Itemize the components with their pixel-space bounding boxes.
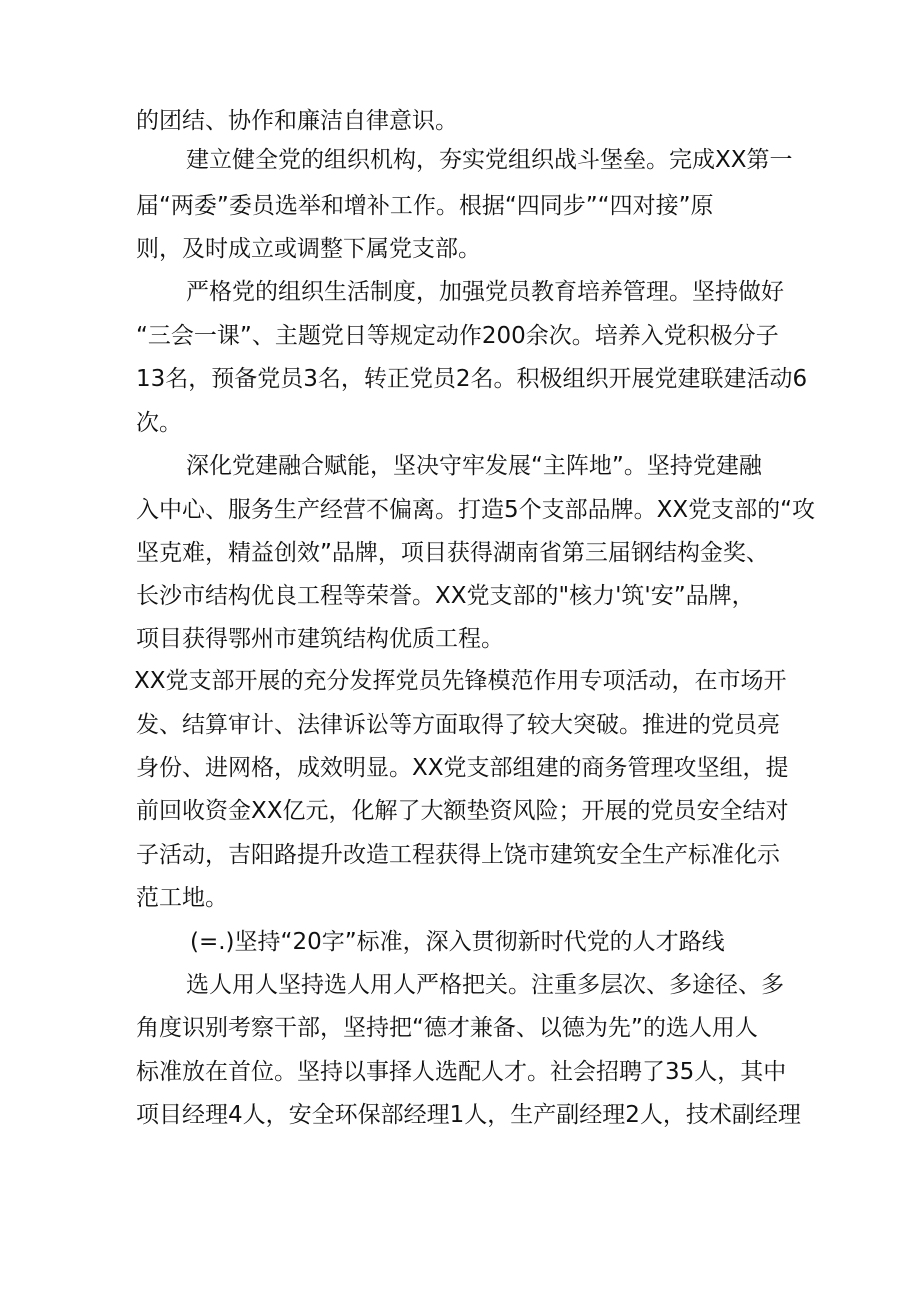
paragraph-pioneer-line-4: 前回收资金XX亿元，化解了大额垫资风险；开展的党员安全结对 — [136, 798, 789, 824]
paragraph-organization-line-3: 则，及时成立或调整下属党支部。 — [136, 236, 481, 262]
paragraph-talent-line-3: 标准放在首位。坚持以事择人选配人才。社会招聘了35人，其中 — [136, 1059, 787, 1085]
paragraph-integration-line-2: 入中心、服务生产经营不偏离。打造5个支部品牌。XX党支部的“攻 — [136, 497, 816, 523]
section-heading: (=.)坚持“20字”标准，深入贯彻新时代党的人才路线 — [190, 929, 725, 955]
paragraph-organization-line-1: 建立健全党的组织机构，夯实党组织战斗堡垒。完成XX第一 — [186, 147, 793, 173]
paragraph-integration-line-3: 坚克难，精益创效”品牌，项目获得湖南省第三届钢结构金奖、 — [136, 540, 769, 566]
paragraph-pioneer-line-5: 子活动，吉阳路提升改造工程获得上饶市建筑安全生产标准化示 — [136, 842, 780, 868]
paragraph-talent-line-1: 选人用人坚持选人用人严格把关。注重多层次、多途径、多 — [186, 972, 784, 998]
paragraph-life-system-line-3: 13名，预备党员3名，转正党员2名。积极组织开展党建联建活动6 — [136, 366, 808, 392]
paragraph-organization-line-2: 届“两委”委员选举和增补工作。根据“四同步”“四对接”原 — [136, 193, 714, 219]
paragraph-pioneer-line-2: 发、结算审计、法律诉讼等方面取得了较大突破。推进的党员亮 — [136, 712, 780, 738]
paragraph-integration-line-5: 项目获得鄂州市建筑结构优质工程。 — [136, 626, 504, 652]
paragraph-life-system-line-4: 次。 — [136, 410, 182, 436]
paragraph-talent-line-2: 角度识别考察干部，坚持把“德才兼备、以德为先”的选人用人 — [136, 1015, 758, 1041]
paragraph-life-system-line-2: “三会一课”、主题党日等规定动作200余次。培养入党积极分子 — [136, 323, 779, 349]
paragraph-pioneer-line-3: 身份、进网格，成效明显。XX党支部组建的商务管理攻坚组，提 — [136, 755, 789, 781]
paragraph-pioneer-line-1: XX党支部开展的充分发挥党员先锋模范作用专项活动，在市场开 — [134, 668, 787, 694]
paragraph-talent-line-4: 项目经理4人，安全环保部经理1人，生产副经理2人，技术副经理 — [136, 1102, 801, 1128]
paragraph-life-system-line-1: 严格党的组织生活制度，加强党员教育培养管理。坚持做好 — [186, 279, 784, 305]
text-line-1: 的团结、协作和廉洁自律意识。 — [136, 108, 458, 134]
paragraph-integration-line-4: 长沙市结构优良工程等荣誉。XX党支部的"核力'筑'安”品牌， — [136, 583, 755, 609]
paragraph-pioneer-line-6: 范工地。 — [136, 885, 228, 911]
paragraph-integration-line-1: 深化党建融合赋能，坚决守牢发展“主阵地”。坚持党建融 — [186, 453, 762, 479]
